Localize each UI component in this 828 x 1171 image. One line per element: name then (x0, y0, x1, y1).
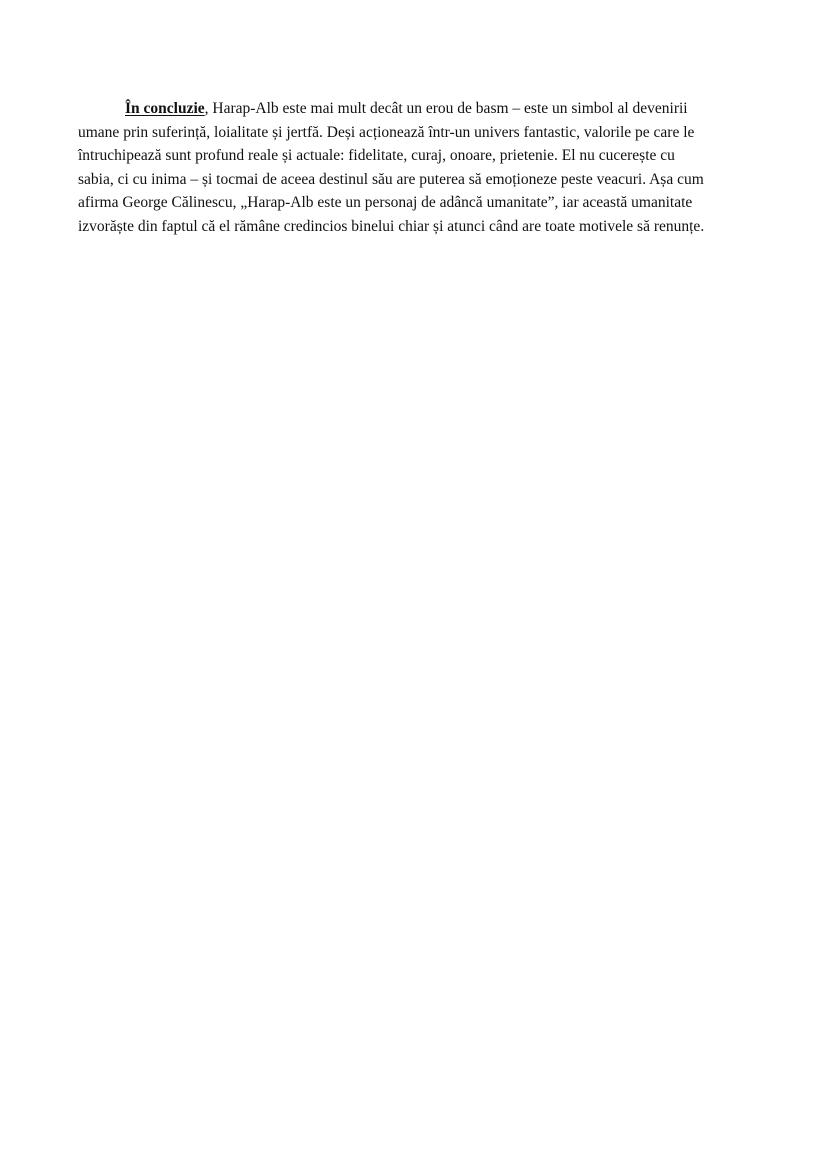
paragraph-line-1-text: , Harap-Alb este mai mult decât un erou de basm – este un simbol al devenirii (204, 100, 688, 117)
paragraph-line-6: izvorăște din faptul că el rămâne credincios binelui chiar și atunci când are toate motivele să renunțe. (78, 217, 705, 235)
paragraph-line-5: afirma George Călinescu, „Harap-Alb este un personaj de adâncă umanitate”, iar această umanitate (78, 194, 693, 211)
conclusion-lead: În concluzie (125, 100, 205, 117)
conclusion-paragraph (78, 97, 758, 238)
paragraph-line-1 (78, 97, 758, 121)
paragraph-line-4: sabia, ci cu inima – și tocmai de aceea destinul său are puterea să emoționeze peste veacuri. Așa cum (78, 170, 704, 188)
paragraph-line-2: umane prin suferință, loialitate și jertfă. Deși acționează într-un univers fantastic, valorile pe care le (78, 123, 695, 141)
paragraph-line-3: întruchipează sunt profund reale și actuale: fidelitate, curaj, onoare, prietenie. El nu cucerește cu (78, 147, 675, 164)
